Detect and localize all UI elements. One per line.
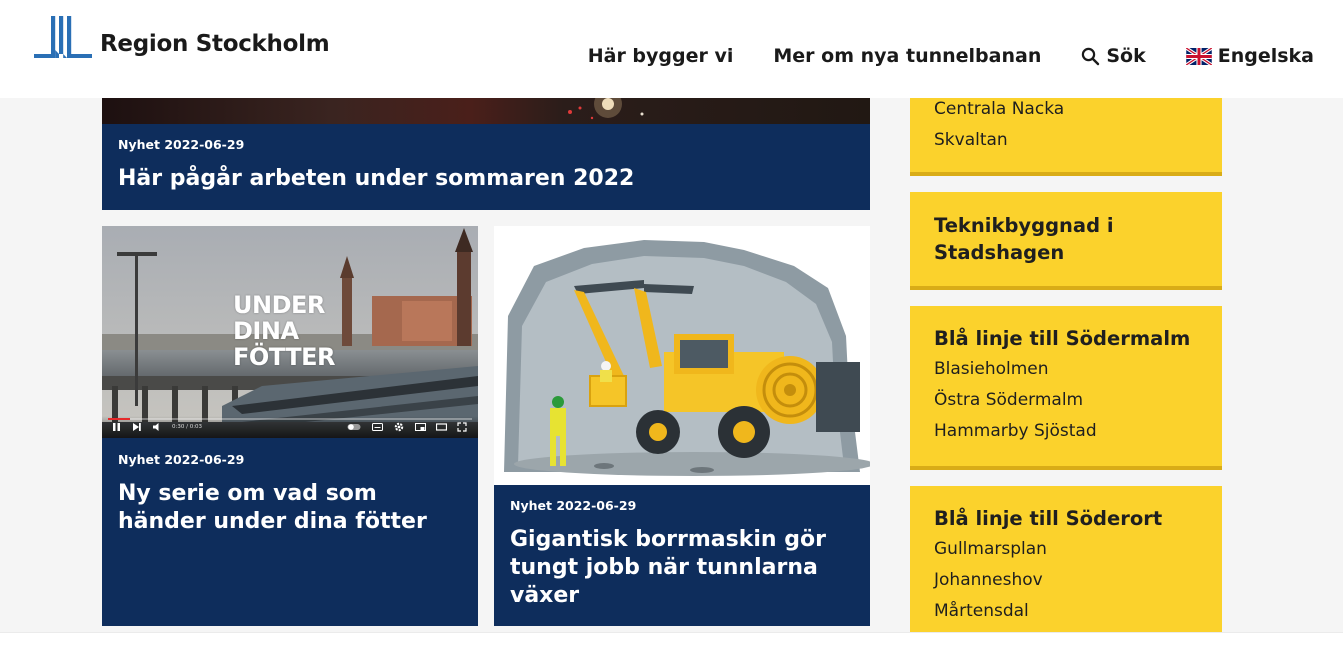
news-date: Nyhet 2022-06-29 bbox=[118, 452, 245, 467]
language-label: Engelska bbox=[1217, 45, 1314, 67]
sidebar-card-nacka bbox=[910, 98, 1222, 176]
uk-flag-icon bbox=[1186, 48, 1212, 65]
pause-icon[interactable] bbox=[112, 422, 121, 436]
video-progress-bar[interactable] bbox=[108, 418, 472, 420]
news-date: Nyhet 2022-06-29 bbox=[118, 137, 245, 152]
theater-mode-icon[interactable] bbox=[436, 422, 447, 436]
video-progress-fill bbox=[108, 418, 130, 420]
video-overlay-line: FÖTTER bbox=[233, 343, 335, 371]
volume-icon[interactable] bbox=[152, 422, 162, 436]
miniplayer-icon[interactable] bbox=[415, 422, 426, 436]
video-overlay-line: DINA bbox=[233, 317, 299, 345]
video-overlay-title bbox=[233, 292, 335, 370]
nav-item-mer-om-nya-tunnelbanan[interactable] bbox=[773, 45, 1041, 67]
region-stockholm-logo-icon bbox=[34, 14, 92, 64]
sidebar-link[interactable]: Östra Södermalm bbox=[934, 390, 1084, 410]
sidebar-card-title[interactable]: Teknikbyggnad i Stadshagen bbox=[934, 214, 1114, 264]
search-button[interactable] bbox=[1081, 45, 1145, 67]
autoplay-toggle-icon[interactable] bbox=[347, 422, 361, 436]
nav-item-har-bygger-vi[interactable] bbox=[588, 45, 734, 67]
news-card-video-series[interactable] bbox=[102, 226, 478, 626]
sidebar-card-sodermalm bbox=[910, 306, 1222, 470]
site-header bbox=[0, 0, 1343, 98]
sidebar-link[interactable]: Skvaltan bbox=[934, 130, 1008, 150]
subtitles-icon[interactable] bbox=[372, 422, 383, 436]
news-title: Gigantisk borrmaskin gör tungt jobb när tunnlarna växer bbox=[510, 527, 826, 608]
sidebar-link[interactable]: Mårtensdal bbox=[934, 601, 1029, 621]
sidebar-link[interactable]: Gullmarsplan bbox=[934, 539, 1047, 559]
video-controls bbox=[102, 416, 478, 438]
sidebar-link[interactable]: Johanneshov bbox=[934, 570, 1043, 590]
sidebar-links bbox=[934, 354, 1198, 447]
main-nav bbox=[588, 45, 1314, 67]
nav-item-label: Mer om nya tunnelbanan bbox=[773, 45, 1042, 67]
sidebar-link[interactable]: Centrala Nacka bbox=[934, 99, 1065, 119]
news-date: Nyhet 2022-06-29 bbox=[510, 498, 637, 513]
sidebar-card-soderort bbox=[910, 486, 1222, 636]
page-bottom-edge bbox=[0, 632, 1343, 647]
sidebar-links bbox=[934, 534, 1198, 627]
drilling-rig-illustration bbox=[494, 226, 870, 485]
news-title: Ny serie om vad som händer under dina fötter bbox=[118, 481, 427, 534]
news-card-summer-works[interactable] bbox=[102, 98, 870, 210]
news-title: Här pågår arbeten under sommaren 2022 bbox=[118, 166, 635, 191]
fullscreen-icon[interactable] bbox=[457, 422, 467, 436]
search-label: Sök bbox=[1106, 45, 1146, 67]
news-card-drilling-rig[interactable] bbox=[494, 226, 870, 626]
region-stockholm-logo[interactable] bbox=[34, 14, 329, 64]
sidebar-card-title[interactable]: Blå linje till Söderort bbox=[934, 507, 1163, 530]
news-photo bbox=[102, 98, 870, 124]
language-button[interactable] bbox=[1186, 45, 1314, 67]
logo-text: Region Stockholm bbox=[100, 31, 330, 57]
settings-gear-icon[interactable] bbox=[394, 422, 404, 436]
sidebar-links bbox=[934, 94, 1198, 156]
video-time: 0:30 / 0:03 bbox=[172, 424, 203, 430]
search-icon bbox=[1081, 47, 1100, 66]
nav-item-label: Här bygger vi bbox=[587, 45, 734, 67]
next-icon[interactable] bbox=[132, 422, 142, 436]
sidebar-link[interactable]: Hammarby Sjöstad bbox=[934, 421, 1097, 441]
video-overlay-line: UNDER bbox=[233, 291, 325, 319]
sidebar-card-stadshagen[interactable] bbox=[910, 192, 1222, 290]
sidebar-card-title[interactable]: Blå linje till Södermalm bbox=[934, 327, 1191, 350]
video-player[interactable] bbox=[102, 226, 478, 438]
sidebar-link[interactable]: Blasieholmen bbox=[934, 359, 1049, 379]
